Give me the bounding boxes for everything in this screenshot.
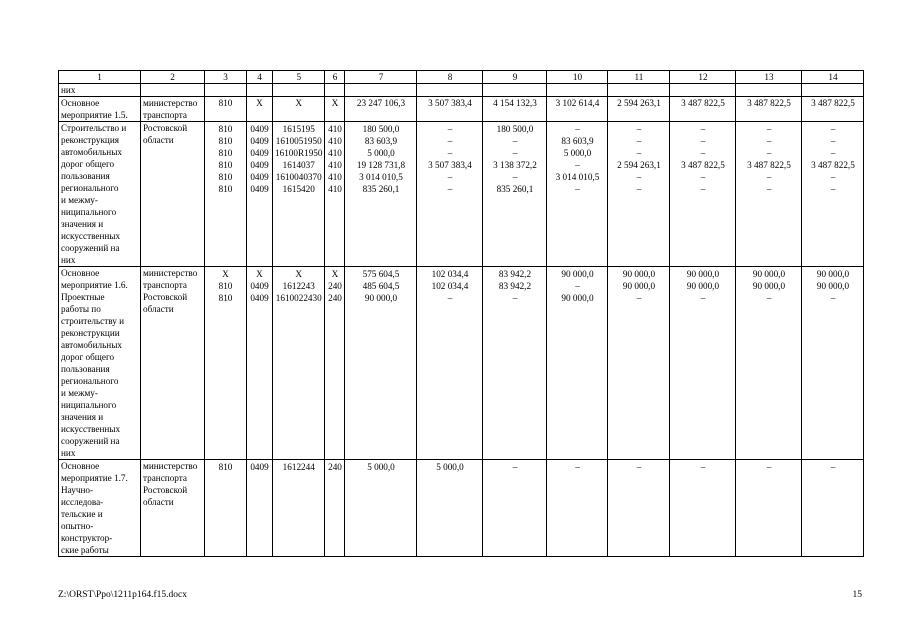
cell: 180 500,0 xyxy=(496,124,534,134)
cell: 810 xyxy=(218,462,233,472)
empty-cell xyxy=(247,84,273,97)
cell-stack xyxy=(247,267,273,460)
measure-name xyxy=(59,267,141,460)
executor-line: министерство xyxy=(143,268,198,278)
cell: – xyxy=(700,136,706,146)
cell-stack xyxy=(802,122,864,267)
cell: 0409 xyxy=(250,462,269,472)
executor-line: министерство xyxy=(143,461,198,471)
measure-name-line: работы по xyxy=(61,304,101,314)
cell-stack xyxy=(547,460,608,557)
footer-file-path: Z:\ORST\Ppo\1211p164.f15.docx xyxy=(58,590,187,600)
measure-name-line: искусственных xyxy=(61,424,121,434)
cell: – xyxy=(830,293,836,303)
empty-cell xyxy=(483,84,547,97)
column-header: 13 xyxy=(736,71,802,84)
cell: 90 000,0 xyxy=(561,269,594,279)
cell: – xyxy=(700,124,706,134)
cell: – xyxy=(766,136,772,146)
cell: 90 000,0 xyxy=(752,281,786,291)
cell: – xyxy=(636,172,642,182)
empty-cell xyxy=(736,84,802,97)
measure-name-line: пользования xyxy=(61,364,110,374)
cell: – xyxy=(512,136,518,146)
cell-stack xyxy=(608,267,670,460)
empty-cell xyxy=(205,84,247,97)
column-header: 9 xyxy=(483,71,547,84)
cell: 0409 xyxy=(250,160,269,170)
measure-name-line: тельские и xyxy=(61,509,103,519)
cell: – xyxy=(830,124,836,134)
empty-cell xyxy=(141,84,205,97)
cell: 0409 xyxy=(250,293,269,303)
executor xyxy=(141,122,205,267)
cell-stack xyxy=(547,267,608,460)
cell-stack xyxy=(670,267,736,460)
cell: – xyxy=(766,148,772,158)
footer-page-number: 15 xyxy=(852,590,862,600)
cell: 2 594 263,1 xyxy=(608,97,670,122)
cell: – xyxy=(766,124,772,134)
cell: 810 xyxy=(218,124,233,134)
cell-stack xyxy=(273,267,325,460)
cell: 1612244 xyxy=(282,462,315,472)
cell: 240 xyxy=(328,281,342,291)
cell: 3 138 372,2 xyxy=(493,160,537,170)
cell-stack xyxy=(802,267,864,460)
cell: X xyxy=(331,269,339,279)
measure-name-line: Основное xyxy=(61,98,100,108)
measure-name-line: сооружений на xyxy=(61,436,120,446)
cell-stack xyxy=(205,267,247,460)
cell: 240 xyxy=(328,462,342,472)
cell: 410 xyxy=(328,160,342,170)
cell: – xyxy=(512,148,518,158)
measure-description-line: дорог общего xyxy=(61,159,115,169)
cell: 102 034,4 xyxy=(431,269,469,279)
cell: – xyxy=(700,148,706,158)
cell: 835 260,1 xyxy=(362,184,400,194)
cell: – xyxy=(636,184,642,194)
cell: 0409 xyxy=(250,124,269,134)
cell-stack xyxy=(483,267,547,460)
cell: X xyxy=(247,97,273,122)
measure-name-line: строительству и xyxy=(61,316,125,326)
measure-name-line: автомобильных xyxy=(61,340,122,350)
empty-cell xyxy=(273,84,325,97)
executor-line: области xyxy=(143,497,174,507)
cell-stack xyxy=(345,122,417,267)
program-row xyxy=(59,267,864,460)
empty-cell xyxy=(802,84,864,97)
cell: 835 260,1 xyxy=(496,184,534,194)
executor-line: транспорта xyxy=(143,110,187,120)
executor xyxy=(141,267,205,460)
header-row xyxy=(59,71,864,84)
measure-name-line: исследова- xyxy=(61,497,104,507)
cell-stack xyxy=(608,460,670,557)
cell: 83 942,2 xyxy=(498,281,532,291)
cell: – xyxy=(575,124,580,134)
cell: 410 xyxy=(328,136,342,146)
cell-stack xyxy=(205,460,247,557)
cell: 90 000,0 xyxy=(622,281,656,291)
cell: 5 000,0 xyxy=(367,462,395,472)
measure-description-line: регионального xyxy=(61,183,119,193)
continuation-row xyxy=(59,84,864,97)
cell: 90 000,0 xyxy=(816,281,850,291)
measure-name xyxy=(59,97,141,122)
continuation-label: них xyxy=(59,84,141,97)
cell: X xyxy=(273,97,325,122)
cell-stack xyxy=(608,122,670,267)
cell: 3 487 822,5 xyxy=(736,97,802,122)
cell: 0409 xyxy=(250,184,269,194)
cell-stack xyxy=(802,460,864,557)
cell: – xyxy=(575,462,580,472)
cell: – xyxy=(636,148,642,158)
cell: 3 487 822,5 xyxy=(670,97,736,122)
cell: 23 247 106,3 xyxy=(345,97,417,122)
cell-stack xyxy=(483,460,547,557)
cell-stack xyxy=(273,122,325,267)
cell-stack xyxy=(345,460,417,557)
empty-cell xyxy=(547,84,608,97)
cell: – xyxy=(700,462,706,472)
cell: – xyxy=(636,136,642,146)
cell-stack xyxy=(417,460,483,557)
cell: 90 000,0 xyxy=(752,269,786,279)
cell: 3 507 383,4 xyxy=(428,160,472,170)
cell: – xyxy=(636,124,642,134)
measure-name-line: них xyxy=(61,448,76,458)
empty-cell xyxy=(608,84,670,97)
cell: – xyxy=(447,148,453,158)
measure-name-line: Научно- xyxy=(61,485,94,495)
cell: – xyxy=(766,293,772,303)
measure-name-line: конструктор- xyxy=(61,533,113,543)
column-header: 1 xyxy=(59,71,141,84)
cell: – xyxy=(830,136,836,146)
cell-stack xyxy=(670,122,736,267)
measure-description-line: значения и xyxy=(61,219,104,229)
measure-name-line: ниципального xyxy=(61,400,117,410)
cell: 575 604,5 xyxy=(362,269,400,279)
measure-description-line: сооружений на xyxy=(61,243,120,253)
measure-description-line: и межму- xyxy=(61,195,98,205)
cell: 1615195 xyxy=(282,124,315,134)
cell: 90 000,0 xyxy=(364,293,398,303)
cell: 90 000,0 xyxy=(816,269,850,279)
cell: 3 014 010,5 xyxy=(555,172,600,182)
cell: 3 487 822,5 xyxy=(747,160,791,170)
cell: – xyxy=(575,281,580,291)
program-row-1-5-body xyxy=(59,122,864,267)
cell: 90 000,0 xyxy=(561,293,594,303)
cell-stack xyxy=(325,460,345,557)
executor-line: транспорта xyxy=(143,280,187,290)
cell: – xyxy=(636,462,642,472)
measure-description-line: Строительство и xyxy=(61,123,127,133)
cell: 83 942,2 xyxy=(498,269,532,279)
cell: X xyxy=(222,269,229,279)
cell: 102 034,4 xyxy=(431,281,469,291)
measure-description-line: них xyxy=(61,255,76,265)
column-header: 7 xyxy=(345,71,417,84)
cell: 810 xyxy=(218,136,233,146)
column-header: 3 xyxy=(205,71,247,84)
measure-description-line: искусственных xyxy=(61,231,121,241)
cell: – xyxy=(830,184,836,194)
cell: 3 487 822,5 xyxy=(811,160,855,170)
cell: 810 xyxy=(218,293,233,303)
cell: 1610022430 xyxy=(275,293,322,303)
cell: 83 603,9 xyxy=(561,136,594,146)
cell: 0409 xyxy=(250,148,269,158)
column-header: 11 xyxy=(608,71,670,84)
column-header: 8 xyxy=(417,71,483,84)
cell: 810 xyxy=(218,160,233,170)
cell: 90 000,0 xyxy=(686,281,720,291)
measure-name-line: и межму- xyxy=(61,388,98,398)
column-header: 10 xyxy=(547,71,608,84)
cell-stack xyxy=(325,122,345,267)
measure-name-line: опытно- xyxy=(61,521,94,531)
empty-cell xyxy=(670,84,736,97)
cell-stack xyxy=(247,460,273,557)
cell: 1610040370 xyxy=(275,172,322,182)
cell: 3 102 614,4 xyxy=(547,97,608,122)
cell: – xyxy=(700,172,706,182)
measure-name-line: мероприятие 1.6. xyxy=(61,280,128,290)
cell: 1614037 xyxy=(282,160,315,170)
cell: – xyxy=(766,462,772,472)
cell: – xyxy=(447,136,453,146)
empty-cell xyxy=(345,84,417,97)
cell-stack xyxy=(205,122,247,267)
cell: 240 xyxy=(328,293,342,303)
cell: 90 000,0 xyxy=(622,269,656,279)
program-row xyxy=(59,460,864,557)
cell: – xyxy=(830,172,836,182)
measure-name-line: дорог общего xyxy=(61,352,115,362)
measure-description-line: реконструкция xyxy=(61,135,119,145)
measure-description-line: пользования xyxy=(61,171,110,181)
measure-name-line: значения и xyxy=(61,412,104,422)
cell-stack xyxy=(345,267,417,460)
cell: 0409 xyxy=(250,281,269,291)
cell: 5 000,0 xyxy=(367,148,395,158)
program-row-1-5-head xyxy=(59,97,864,122)
cell: – xyxy=(512,293,518,303)
cell-stack xyxy=(670,460,736,557)
cell: – xyxy=(575,160,580,170)
cell: 1612243 xyxy=(282,281,315,291)
executor-line: министерство xyxy=(143,98,198,108)
column-header: 5 xyxy=(273,71,325,84)
executor-line: транспорта xyxy=(143,473,187,483)
cell: 4 154 132,3 xyxy=(483,97,547,122)
cell: 485 604,5 xyxy=(362,281,400,291)
cell-stack xyxy=(417,267,483,460)
column-header: 4 xyxy=(247,71,273,84)
cell-stack xyxy=(736,267,802,460)
cell-stack xyxy=(273,460,325,557)
cell: 810 xyxy=(205,97,247,122)
measure-description xyxy=(59,122,141,267)
column-header: 14 xyxy=(802,71,864,84)
measure-name-line: мероприятие 1.7. xyxy=(61,473,128,483)
cell: 19 128 731,8 xyxy=(356,160,406,170)
measure-name-line: реконструкции xyxy=(61,328,120,338)
cell: 1615420 xyxy=(282,184,315,194)
cell: 1610051950 xyxy=(275,136,322,146)
cell: X xyxy=(295,269,303,279)
cell: 5 000,0 xyxy=(563,148,592,158)
cell: 410 xyxy=(328,172,342,182)
cell: 3 487 822,5 xyxy=(802,97,864,122)
cell-stack xyxy=(736,122,802,267)
cell: 410 xyxy=(328,124,342,134)
cell: – xyxy=(700,293,706,303)
column-header: 2 xyxy=(141,71,205,84)
budget-table xyxy=(58,70,864,557)
cell: 810 xyxy=(218,281,233,291)
cell: – xyxy=(636,293,642,303)
cell: 3 487 822,5 xyxy=(681,160,725,170)
measure-name-line: Основное xyxy=(61,461,100,471)
cell: – xyxy=(447,293,453,303)
cell: 90 000,0 xyxy=(686,269,720,279)
cell: 0409 xyxy=(250,172,269,182)
executor xyxy=(141,97,205,122)
cell: – xyxy=(830,462,836,472)
cell: 2 594 263,1 xyxy=(617,160,661,170)
executor-line: Ростовской xyxy=(143,485,188,495)
executor-line: Ростовской xyxy=(143,123,188,133)
cell: – xyxy=(512,462,518,472)
measure-name-line: Проектные xyxy=(61,292,105,302)
cell: 410 xyxy=(328,184,342,194)
cell: 410 xyxy=(328,148,342,158)
cell-stack xyxy=(325,267,345,460)
cell: – xyxy=(447,172,453,182)
cell: – xyxy=(766,172,772,182)
empty-cell xyxy=(325,84,345,97)
measure-name-line: мероприятие 1.5. xyxy=(61,110,128,120)
cell: X xyxy=(256,269,263,279)
executor-line: области xyxy=(143,135,174,145)
cell: – xyxy=(512,172,518,182)
cell: 810 xyxy=(218,148,233,158)
measure-description-line: автомобильных xyxy=(61,147,122,157)
measure-name xyxy=(59,460,141,557)
column-header: 12 xyxy=(670,71,736,84)
cell-stack xyxy=(417,122,483,267)
executor xyxy=(141,460,205,557)
cell: 3 507 383,4 xyxy=(417,97,483,122)
cell: 0409 xyxy=(250,136,269,146)
cell: – xyxy=(766,184,772,194)
cell-stack xyxy=(247,122,273,267)
measure-name-line: ские работы xyxy=(61,545,109,555)
cell: 810 xyxy=(218,184,233,194)
measure-description-line: ниципального xyxy=(61,207,117,217)
empty-cell xyxy=(417,84,483,97)
cell: 180 500,0 xyxy=(362,124,400,134)
cell: 810 xyxy=(218,172,233,182)
column-header: 6 xyxy=(325,71,345,84)
cell: 16100R1950 xyxy=(275,148,323,158)
executor-line: Ростовской xyxy=(143,292,188,302)
cell: – xyxy=(830,148,836,158)
measure-name-line: регионального xyxy=(61,376,119,386)
cell-stack xyxy=(736,460,802,557)
cell: – xyxy=(700,184,706,194)
cell: 5 000,0 xyxy=(436,462,464,472)
cell: 83 603,9 xyxy=(364,136,398,146)
executor-line: области xyxy=(143,304,174,314)
cell: X xyxy=(325,97,345,122)
cell: – xyxy=(447,184,453,194)
measure-name-line: Основное xyxy=(61,268,100,278)
cell: – xyxy=(575,184,580,194)
cell: – xyxy=(447,124,453,134)
cell-stack xyxy=(547,122,608,267)
cell: 3 014 010,5 xyxy=(359,172,403,182)
cell-stack xyxy=(483,122,547,267)
